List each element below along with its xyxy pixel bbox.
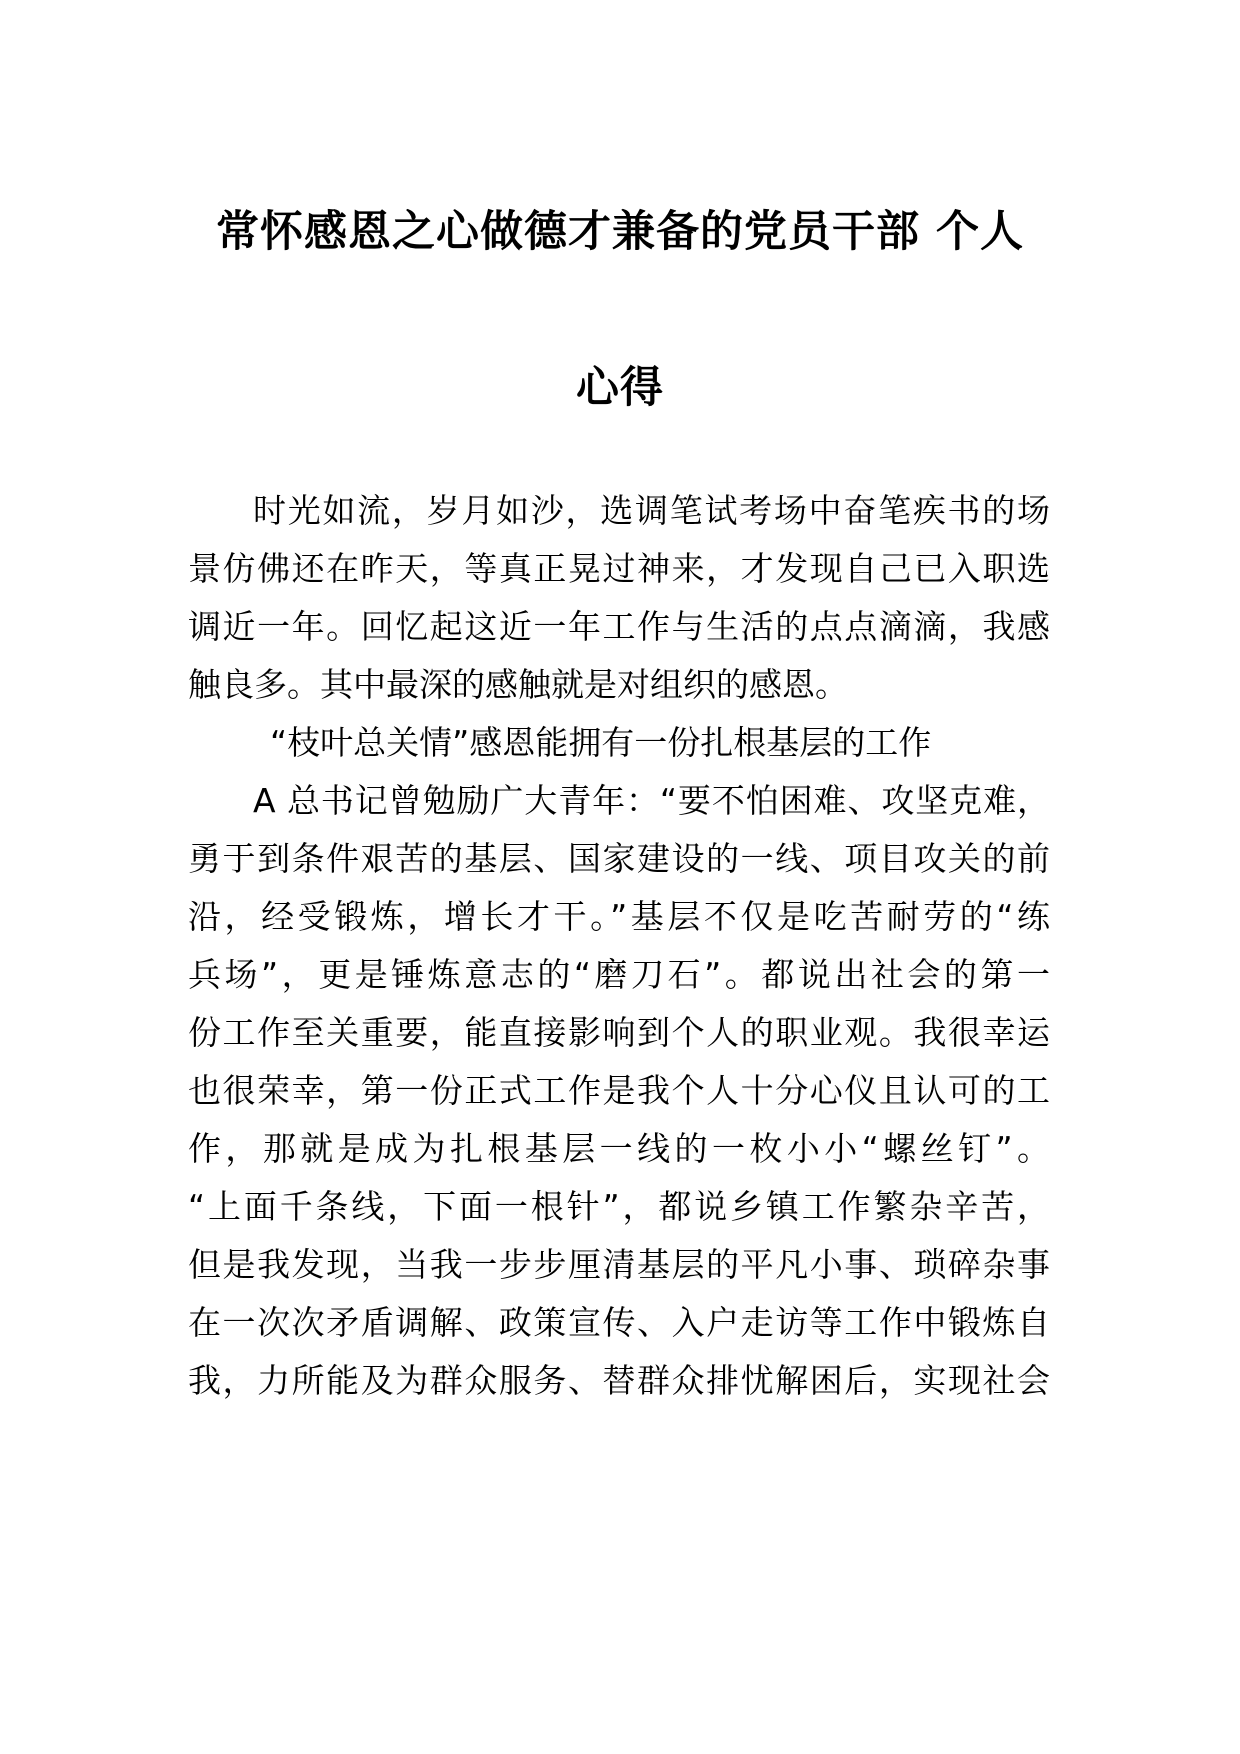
body-text-line: 兵场”，更是锤炼意志的“磨刀石”。都说出社会的第一	[188, 955, 1050, 994]
body-text-line: 在一次次矛盾调解、政策宣传、入户走访等工作中锻炼自	[188, 1303, 1050, 1342]
document-title-line-1: 常怀感恩之心做德才兼备的党员干部 个人	[216, 207, 1024, 257]
body-text-line: 时光如流，岁月如沙，选调笔试考场中奋笔疾书的场	[253, 491, 1050, 530]
section-heading: “枝叶总关情”感恩能拥有一份扎根基层的工作	[270, 723, 932, 762]
body-text-line: 景仿佛还在昨天，等真正晃过神来，才发现自己已入职选	[188, 549, 1050, 588]
body-text-line: 沿，经受锻炼，增长才干。”基层不仅是吃苦耐劳的“练	[188, 897, 1050, 936]
body-text-line: 调近一年。回忆起这近一年工作与生活的点点滴滴，我感	[188, 607, 1050, 646]
body-text-line: 我，力所能及为群众服务、替群众排忧解困后，实现社会	[188, 1361, 1050, 1400]
body-text-line: 勇于到条件艰苦的基层、国家建设的一线、项目攻关的前	[188, 839, 1050, 878]
body-text-line: 但是我发现，当我一步步厘清基层的平凡小事、琐碎杂事	[188, 1245, 1050, 1284]
body-text-line: 作，那就是成为扎根基层一线的一枚小小“螺丝钉”。	[188, 1129, 1050, 1168]
body-text-line: “上面千条线，下面一根针”，都说乡镇工作繁杂辛苦，	[188, 1187, 1050, 1226]
document-title-line-2: 心得	[576, 363, 664, 413]
body-text-line: 也很荣幸，第一份正式工作是我个人十分心仪且认可的工	[188, 1071, 1050, 1110]
body-text-line: 份工作至关重要，能直接影响到个人的职业观。我很幸运	[188, 1013, 1050, 1052]
body-text-line: A 总书记曾勉励广大青年：“要不怕困难、攻坚克难，	[253, 781, 1050, 820]
body-text-line: 触良多。其中最深的感触就是对组织的感恩。	[188, 665, 848, 704]
